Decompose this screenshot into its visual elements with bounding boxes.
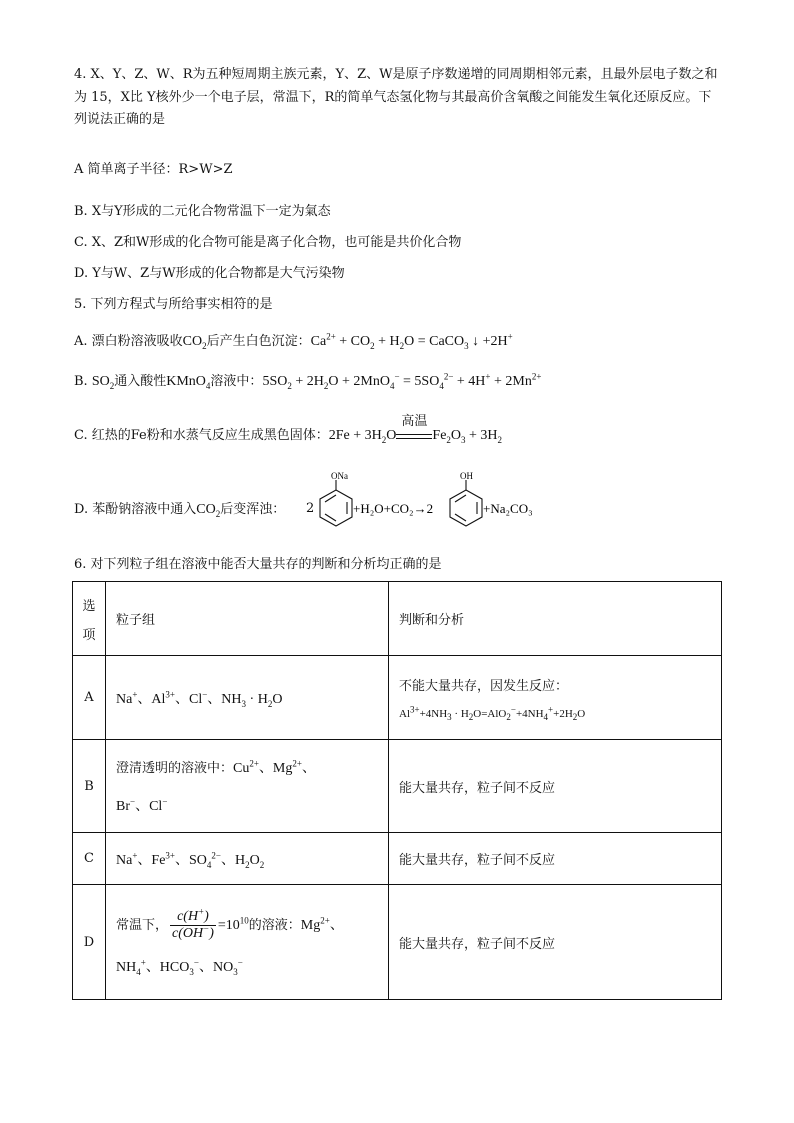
formula-kmno4: KMnO$_4$ <box>166 374 211 391</box>
d-coefficient: 2 <box>306 501 315 516</box>
q4-option-a: A 简单离子半径：R>W>Z <box>74 162 233 177</box>
row-judgement: 不能大量共存，因发生反应： $Al^{3+}+4NH_3 \cdot H_2O=AlO_2^-+4NH_4^++2H_2O$ <box>389 656 722 740</box>
formula-co2-d: $CO_2$ <box>196 502 221 519</box>
q5-option-d-text: D. 苯酚钠溶液中通入 <box>74 502 197 517</box>
q5-option-b <box>74 372 541 392</box>
table-row <box>73 656 722 740</box>
row-a-reaction: $Al^{3+}+4NH_3 \cdot H_2O=AlO_2^-+4NH_4^++2H_2O$ <box>399 704 586 723</box>
q5-option-d-text2: 后变浑浊： <box>220 502 286 517</box>
row-option: D <box>73 885 106 1000</box>
header-judgement: 判断和分析 <box>389 582 722 656</box>
row-option: C <box>73 833 106 885</box>
row-particles: Na+、$Fe^{3+}$、$SO_4^{2-}$、$H_2O_2$ <box>106 833 389 885</box>
q5-option-c <box>74 413 503 446</box>
question-4-stem: 4. X、Y、Z、W、R为五种短周期主族元素，Y、Z、W是原子序数递增的同周期相邻元素，且最外层电子数之和为 15，X比 Y核外少一个电子层，常温下，R的简单气态氢化物与其最高价含氧酸之间能发生氧化还原反应。下列说法正确的是 <box>74 67 718 127</box>
row-particles: 澄清透明的溶液中：$Cu^{2+}$、$Mg^{2+}$、 Br−、Cl− <box>106 740 389 833</box>
q4-option-d: D. Y与W、Z与W形成的化合物都是大气污染物 <box>74 266 345 281</box>
q5-option-a-text: A. 漂白粉溶液吸收 <box>74 334 183 349</box>
q4-option-b: B. X与Y形成的二元化合物常温下一定为氣态 <box>74 204 331 219</box>
question-6-stem: 6. 对下列粒子组在溶液中能否大量共存的判断和分析均正确的是 <box>74 557 442 572</box>
concentration-ratio: $\frac{c(H^+)}{c(OH^-)}$ <box>172 905 214 941</box>
q5-option-c-text: C. 红热的Fe粉和水蒸气反应生成黑色固体： <box>74 428 329 443</box>
equation-a: $Ca^{2+} + CO_2 + H_2O$ = CaCO$_3$ ↓ +2H+ <box>310 331 513 351</box>
row-judgement: 能大量共存，粒子间不反应 <box>389 833 722 885</box>
q5-option-d <box>74 468 634 540</box>
equation-c: $2Fe + 3H_2O$ 高温 $Fe_2O_3 + 3H_2$ <box>328 413 503 445</box>
phenol-equation-structures <box>74 468 634 540</box>
q5-option-a <box>74 332 513 352</box>
sodium-phenoxide-structure <box>320 480 352 526</box>
q5-option-b-label: B. <box>74 374 92 389</box>
equation-b: $5SO_2 + 2H_2O + 2MnO_4^- = 5SO_4^{2-} + 4H^+ + 2Mn^{2+}$ <box>262 371 542 391</box>
d-end-term: +Na₂CO₃ <box>483 501 533 516</box>
row-option: A <box>73 656 106 740</box>
ona-label: ONa <box>331 471 348 481</box>
q5-option-a-text2: 后产生白色沉淀： <box>206 334 311 349</box>
row-option: B <box>73 740 106 833</box>
header-option: 选 项 <box>73 582 106 656</box>
formula-co2: $CO_2$ <box>182 334 207 351</box>
options-table <box>72 581 722 1000</box>
question-5-stem: 5. 下列方程式与所给事实相符的是 <box>74 297 273 312</box>
row-particles: 常温下， $\frac{c(H^+)}{c(OH^-)}$ $=10^{10}$的溶液：$Mg^{2+}$、 $NH_4^+$、$HCO_3^-$、$NO_3^-$ <box>106 885 389 1000</box>
table-row <box>73 740 722 833</box>
table-row <box>73 833 722 885</box>
d-middle-terms: +H₂O+CO₂→2 <box>353 501 434 516</box>
q5-option-b-text3: 溶液中： <box>210 374 263 389</box>
row-judgement: 能大量共存，粒子间不反应 <box>389 740 722 833</box>
row-judgement: 能大量共存，粒子间不反应 <box>389 885 722 1000</box>
q5-option-b-text2: 通入酸性 <box>114 374 167 389</box>
table-header-row <box>73 582 722 656</box>
formula-so2: $SO_2$ <box>91 374 115 391</box>
high-temp-condition: 高温 <box>396 428 432 439</box>
oh-label: OH <box>460 471 473 481</box>
phenol-structure <box>450 480 482 526</box>
header-particles: 粒子组 <box>106 582 389 656</box>
table-row <box>73 885 722 1000</box>
row-particles: Na+、$Al^{3+}$、Cl−、$NH_3 \cdot H_2O$ <box>106 656 389 740</box>
q4-option-c: C. X、Z和W形成的化合物可能是离子化合物，也可能是共价化合物 <box>74 235 462 250</box>
